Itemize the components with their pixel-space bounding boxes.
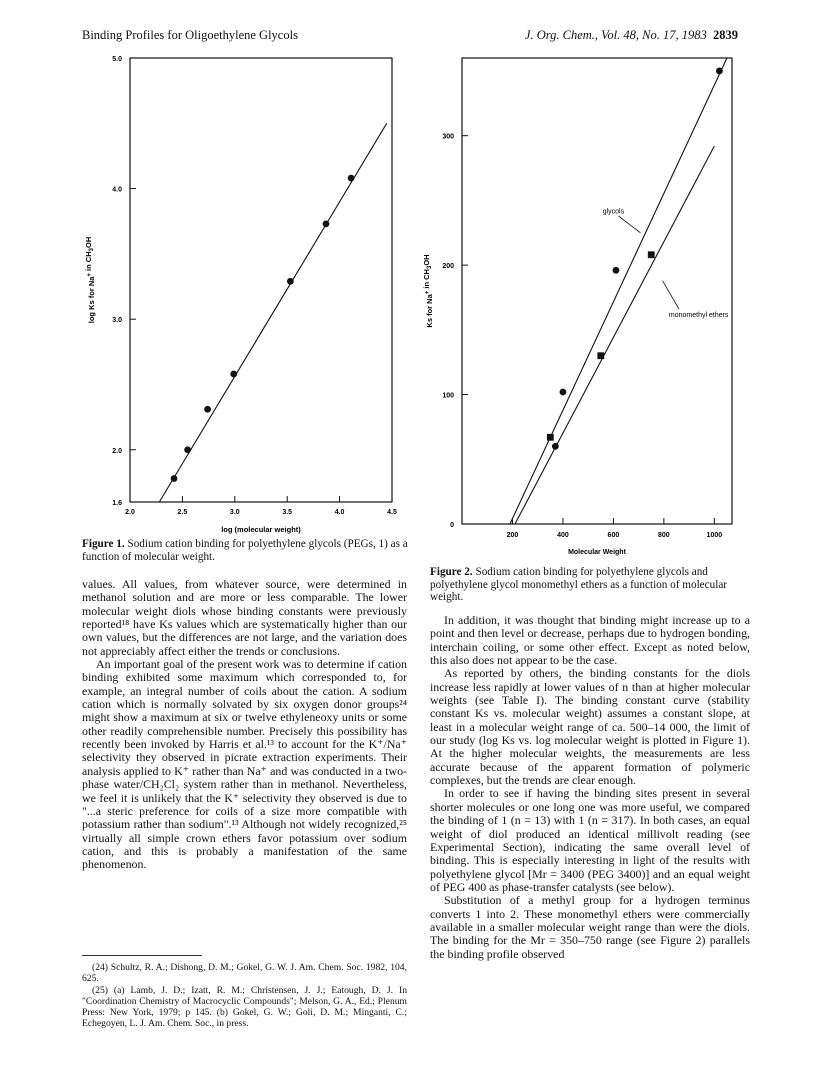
footnote: (25) (a) Lamb, J. D.; Izatt, R. M.; Christensen, J. J.; Eatough, D. J. In "Coordination Chemistry of Macrocyclic Compounds"; Melson, G. A., Ed.; Plenum Press: New York, 1979; p 145. (b) Gokel, G. W.; Goli, D. M.; Minganti, C.; Echegoyen, L. J. Am. Chem. Soc., in press. <box>82 985 407 1029</box>
y-tick-label: 3.0 <box>112 317 122 325</box>
figure-1-caption <box>82 538 412 563</box>
figure-1-caption-label: Figure 1. <box>82 538 125 550</box>
x-tick-label: 2.5 <box>177 509 188 516</box>
y-tick-label: 1.6 <box>112 500 122 507</box>
left-column <box>82 578 407 872</box>
figure-1-caption-text: Sodium cation binding for polyethylene glycols (PEGs, 1) as a function of molecular weight. <box>82 538 408 563</box>
annotation-glycols: glycols <box>602 208 625 216</box>
y-tick-label: 0 <box>450 522 454 529</box>
running-head <box>82 28 738 46</box>
figure-2-caption-label: Figure 2. <box>430 566 473 578</box>
data-point <box>204 406 211 413</box>
y-tick-label: 200 <box>442 263 454 271</box>
footnote-rule <box>82 955 202 956</box>
figure-2-chart <box>420 52 750 556</box>
data-point-square <box>597 352 604 359</box>
x-tick-label: 600 <box>607 532 620 539</box>
x-tick-label: 4.5 <box>387 509 397 516</box>
running-head-journal: J. Org. Chem., Vol. 48, No. 17, 1983 2839 <box>524 28 738 42</box>
y-tick-label: 4.0 <box>112 186 122 194</box>
y-tick-label: 2.0 <box>112 447 122 455</box>
plot-frame <box>130 58 392 502</box>
data-point <box>323 220 330 227</box>
paragraph: An important goal of the present work was to determine if cation binding exhibited some maximum which corresponded to, for example, an integral number of coils about the cation. A sodium cation which is normally solvated by six oxygen donor groups²⁴ might show a maximum at six or twelve ethyleneoxy units or some other readily comprehensible number. Precisely this possibility has recently been invoked by Harris et al.¹³ to account for the K⁺/Na⁺ selectivity they observed in picrate extraction experiments. Their analysis applied to K⁺ rather than Na⁺ and was conducted in a two-phase water/CH₂Cl₂ system rather than in methanol. Nevertheless, we feel it is unlikely that the K⁺ selectivity they observed is due to "...a steric preference for coils of a size more compatible with potassium rather than sodium".¹³ Although not widely recognized,²⁵ virtually all simple crown ethers favor potassium over sodium cation, and this is probably a manifestation of the same phenomenon. <box>82 657 407 872</box>
x-tick-label: 1000 <box>706 532 723 539</box>
annotation-monomethyl-ethers: monomethyl ethers <box>668 311 729 319</box>
x-tick-label: 3.5 <box>282 509 293 516</box>
fit-line <box>510 58 727 524</box>
paragraph: In order to see if having the binding sites present in several shorter molecules or one long one was more useful, we compared the binding of 1 (n = 13) with 1 (n = 317). In both cases, an equal weight of diol produced an identical millivolt reading (see Experimental Section), indicating the same overall level of binding. This is especially interesting in light of the results with polyethylene glycol [Mr = 3400 (PEG 3400)] and an equal weight of PEG 400 as phase-transfer catalysts (see below). <box>430 786 750 894</box>
y-axis-label: log Ks for Na+ in $CH_3OH$ <box>84 236 96 324</box>
data-point <box>613 267 620 274</box>
x-tick-label: 2.0 <box>125 509 135 516</box>
figure-2 <box>420 52 750 556</box>
x-tick-label: 200 <box>506 532 519 539</box>
x-tick-label: 800 <box>658 532 670 539</box>
data-point <box>171 475 178 482</box>
paragraph: As reported by others, the binding constants for the diols increase less rapidly at lower values of n than at higher molecular weights (see Table I). The binding constant curve (stability constant Ks vs. molecular weight) assumes a constant slope, at least in a molecular weight range of ca. 500–14 000, the limit of our study (log Ks vs. log molecular weight is plotted in Figure 1). At the higher molecular weights, the measurements are less accurate because of the apparent formation of polymeric complexes, but the trends are clear enough. <box>430 666 750 788</box>
footnote: (24) Schultz, R. A.; Dishong, D. M.; Gokel, G. W. J. Am. Chem. Soc. 1982, 104, 625. <box>82 962 407 984</box>
figure-2-caption <box>430 566 750 604</box>
y-axis-label: Ks for Na+ in $CH_3OH$ <box>422 254 434 328</box>
paragraph: values. All values, from whatever source, were determined in methanol solution and are more or less comparable. The lower molecular weight diols whose binding constants were previously reported¹⁸ have Ks values which are systematically higher than our own values, but the differences are not large, and the variation does not appreciably affect either the trends or conclusions. <box>82 577 407 658</box>
page-number: 2839 <box>713 28 738 42</box>
data-point-square <box>547 434 554 441</box>
figure-2-caption-text: Sodium cation binding for polyethylene glycols and polyethylene glycol monomethyl ethers as a function of molecular weight. <box>430 566 728 604</box>
data-point <box>184 446 191 453</box>
paragraph: Substitution of a methyl group for a hydrogen terminus converts 1 into 2. These monomethyl ethers were commercially available in a smaller molecular weight range than were the diols. The binding for the Mr = 350–750 range (see Figure 2) parallels the binding profile observed <box>430 893 750 961</box>
footnotes <box>82 962 407 1030</box>
data-point <box>716 68 723 75</box>
x-tick-label: 400 <box>557 532 569 539</box>
running-head-title: Binding Profiles for Oligoethylene Glycols <box>82 28 298 42</box>
data-point <box>230 371 237 378</box>
x-axis-label: log (molecular weight) <box>221 525 301 534</box>
paragraph: In addition, it was thought that binding might increase up to a point and then level or decrease, perhaps due to hydrogen bonding, interchain coiling, or some other effect. Except as noted below, this also does not appear to be the case. <box>430 613 750 668</box>
data-point <box>287 278 294 285</box>
figure-1 <box>82 52 412 534</box>
x-axis-label: Molecular Weight <box>568 549 626 556</box>
right-column <box>430 614 750 961</box>
figure-1-chart <box>82 52 412 534</box>
y-tick-label: 100 <box>442 392 454 400</box>
y-tick-label: 300 <box>442 133 454 141</box>
data-point-square <box>648 251 655 258</box>
plot-frame <box>462 58 732 524</box>
fit-line <box>515 146 714 524</box>
data-point <box>560 389 567 396</box>
x-tick-label: 3.0 <box>229 509 240 516</box>
data-point <box>348 175 355 182</box>
annotation-leader <box>618 216 640 233</box>
annotation-leader <box>663 281 679 309</box>
y-tick-label: 5.0 <box>112 56 122 63</box>
x-tick-label: 4.0 <box>334 509 345 516</box>
